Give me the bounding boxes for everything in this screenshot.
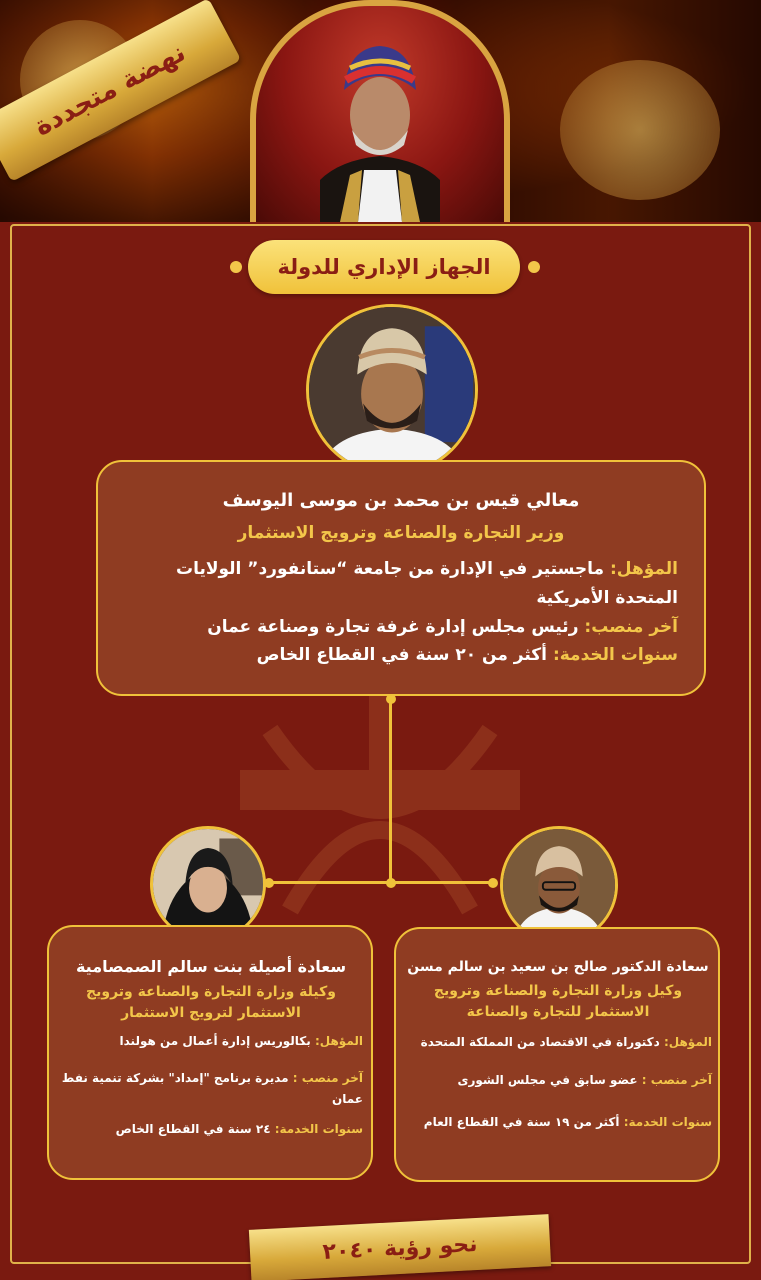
service-label: سنوات الخدمة: (274, 1122, 363, 1136)
left-person-role: وكيلة وزارة التجارة والصناعة وترويج الاستثمار لترويج الاستثمار (86, 984, 336, 1021)
last-position-value: مديرة برنامج "إمداد" بشركة تنمية نفط عمان (61, 1071, 363, 1106)
ribbon-text: نهضة متجددة (29, 37, 191, 143)
page-title: الجهاز الإداري للدولة (248, 240, 520, 294)
left-person-qualification (59, 1034, 363, 1048)
minister-service (124, 645, 678, 665)
right-person-name: سعادة الدكتور صالح بن سعيد بن سالم مسن (407, 959, 709, 975)
emblem-watermark (230, 690, 530, 920)
footer-text: نحو رؤية ٢٠٤٠ (321, 1231, 478, 1265)
title-dot-left (230, 261, 242, 273)
last-position-label: آخر منصب : (292, 1071, 363, 1085)
qualification-label: المؤهل: (609, 559, 678, 579)
service-label: سنوات الخدمة: (552, 645, 678, 665)
right-person-role: وكيل وزارة التجارة والصناعة وترويج الاستثمار للتجارة والصناعة (433, 983, 683, 1020)
qualification-value: دكتوراة في الاقتصاد من المملكة المتحدة (420, 1035, 660, 1049)
last-position-value: عضو سابق في مجلس الشورى (457, 1073, 638, 1087)
service-value: ٢٤ سنة في القطاع الخاص (115, 1122, 271, 1136)
qualification-value: ماجستير في الإدارة من جامعة “ستانفورد” الولايات المتحدة الأمريكية (175, 559, 678, 608)
connector-node-right (488, 878, 498, 888)
connector-horizontal (268, 881, 494, 884)
minister-name: معالي قيس بن محمد بن موسى اليوسف (222, 490, 580, 511)
right-person-service (404, 1115, 712, 1129)
minister-qualification (124, 555, 678, 613)
minister-last-position (124, 617, 678, 637)
header-banner (0, 0, 761, 222)
sultan-portrait (300, 20, 460, 222)
renewed-renaissance-ribbon (0, 0, 241, 182)
card-undersecretary-trade (394, 927, 720, 1182)
right-person-qualification (404, 1035, 712, 1049)
connector-vertical (389, 700, 392, 882)
qualification-value: بكالوريس إدارة أعمال من هولندا (119, 1034, 311, 1048)
service-label: سنوات الخدمة: (623, 1115, 712, 1129)
avatar-minister (306, 304, 478, 476)
minister-role: وزير التجارة والصناعة وترويج الاستثمار (237, 523, 565, 543)
left-person-last-position (59, 1068, 363, 1110)
service-value: أكثر من ١٩ سنة في القطاع العام (423, 1115, 620, 1129)
ornament-right (560, 60, 720, 200)
left-person-name: سعادة أصيلة بنت سالم الصمصامية (75, 957, 347, 976)
left-person-service (59, 1122, 363, 1136)
card-undersecretary-investment (47, 925, 373, 1180)
right-person-last-position (404, 1073, 712, 1087)
service-value: أكثر من ٢٠ سنة في القطاع الخاص (256, 645, 548, 665)
qualification-label: المؤهل: (663, 1035, 712, 1049)
last-position-label: آخر منصب : (641, 1073, 712, 1087)
last-position-value: رئيس مجلس إدارة غرفة تجارة وصناعة عمان (207, 617, 579, 637)
title-dot-right (528, 261, 540, 273)
qualification-label: المؤهل: (314, 1034, 363, 1048)
card-minister (96, 460, 706, 696)
last-position-label: آخر منصب: (584, 617, 678, 637)
